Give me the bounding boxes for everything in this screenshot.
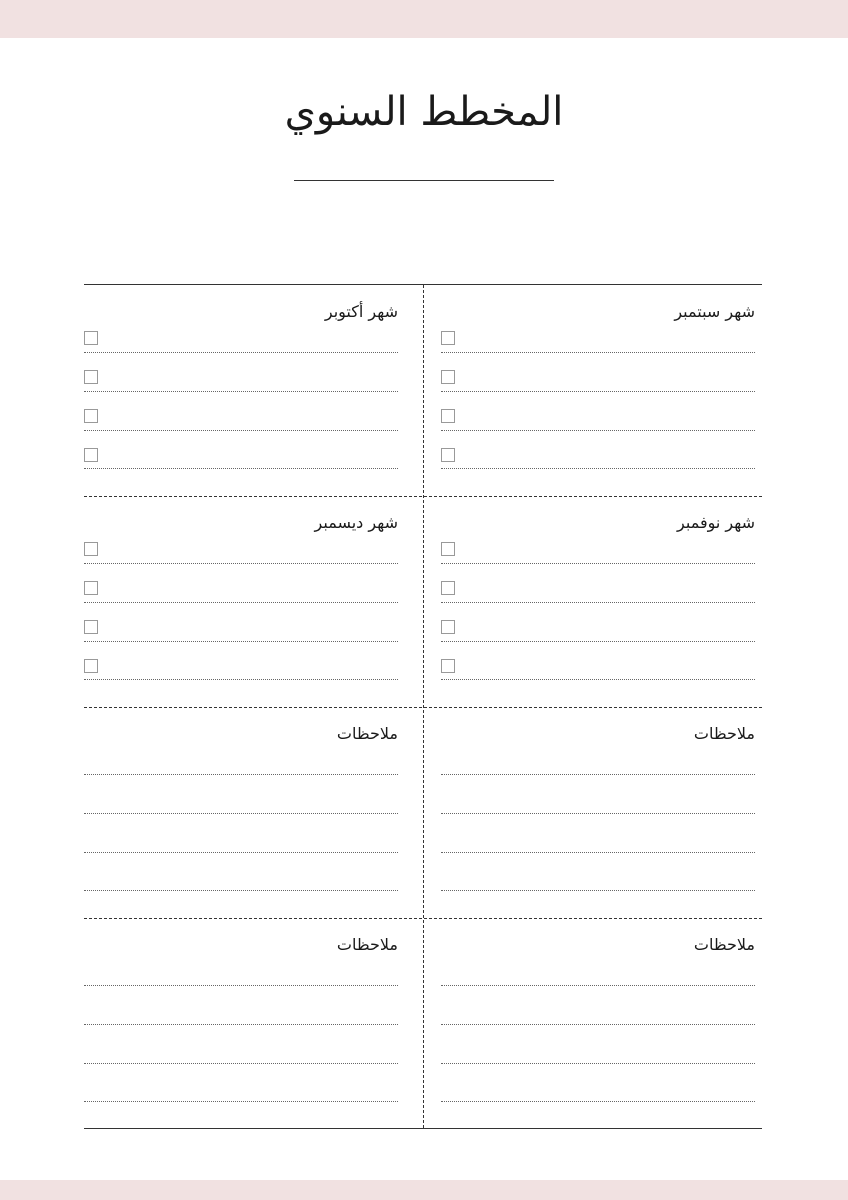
notes-section (84, 918, 398, 1129)
note-line[interactable] (441, 1024, 755, 1025)
task-line[interactable] (84, 641, 398, 642)
note-line[interactable] (441, 890, 755, 891)
notes-label: ملاحظات (336, 724, 398, 743)
task-line[interactable] (441, 602, 755, 603)
task-line[interactable] (84, 602, 398, 603)
month-label: شهر أكتوبر (324, 302, 398, 321)
notes-section (441, 707, 755, 918)
month-section-september (441, 285, 755, 496)
task-line[interactable] (441, 679, 755, 680)
task-checkbox[interactable] (84, 581, 98, 595)
task-checkbox[interactable] (441, 370, 455, 384)
note-line[interactable] (84, 890, 398, 891)
task-checkbox[interactable] (441, 542, 455, 556)
note-line[interactable] (84, 985, 398, 986)
page-title: المخطط السنوي (284, 89, 564, 135)
note-line[interactable] (84, 774, 398, 775)
month-label: شهر ديسمبر (314, 513, 398, 532)
notes-label: ملاحظات (693, 724, 755, 743)
note-line[interactable] (84, 852, 398, 853)
notes-label: ملاحظات (693, 935, 755, 954)
task-checkbox[interactable] (441, 620, 455, 634)
month-label: شهر سبتمبر (674, 302, 755, 321)
task-line[interactable] (441, 391, 755, 392)
task-checkbox[interactable] (441, 448, 455, 462)
note-line[interactable] (441, 985, 755, 986)
note-line[interactable] (84, 1063, 398, 1064)
task-line[interactable] (441, 352, 755, 353)
note-line[interactable] (441, 813, 755, 814)
task-checkbox[interactable] (441, 659, 455, 673)
note-line[interactable] (84, 1024, 398, 1025)
task-line[interactable] (441, 468, 755, 469)
task-checkbox[interactable] (84, 370, 98, 384)
note-line[interactable] (84, 813, 398, 814)
month-section-november (441, 496, 755, 707)
month-section-october (84, 285, 398, 496)
note-line[interactable] (84, 1101, 398, 1102)
note-line[interactable] (441, 1101, 755, 1102)
task-checkbox[interactable] (84, 331, 98, 345)
note-line[interactable] (441, 774, 755, 775)
task-line[interactable] (84, 563, 398, 564)
task-checkbox[interactable] (441, 409, 455, 423)
task-checkbox[interactable] (441, 581, 455, 595)
task-checkbox[interactable] (441, 331, 455, 345)
title-underline (294, 180, 554, 181)
notes-label: ملاحظات (336, 935, 398, 954)
task-checkbox[interactable] (84, 659, 98, 673)
task-line[interactable] (84, 352, 398, 353)
month-section-december (84, 496, 398, 707)
note-line[interactable] (441, 852, 755, 853)
top-color-band (0, 0, 848, 38)
planner-grid (84, 284, 762, 1129)
notes-section (441, 918, 755, 1129)
month-label: شهر نوفمبر (677, 513, 755, 532)
task-line[interactable] (441, 430, 755, 431)
task-line[interactable] (84, 679, 398, 680)
task-checkbox[interactable] (84, 542, 98, 556)
note-line[interactable] (441, 1063, 755, 1064)
notes-section (84, 707, 398, 918)
task-line[interactable] (84, 430, 398, 431)
task-line[interactable] (441, 563, 755, 564)
task-checkbox[interactable] (84, 620, 98, 634)
task-line[interactable] (84, 468, 398, 469)
task-line[interactable] (84, 391, 398, 392)
task-line[interactable] (441, 641, 755, 642)
bottom-color-band (0, 1180, 848, 1200)
task-checkbox[interactable] (84, 448, 98, 462)
task-checkbox[interactable] (84, 409, 98, 423)
